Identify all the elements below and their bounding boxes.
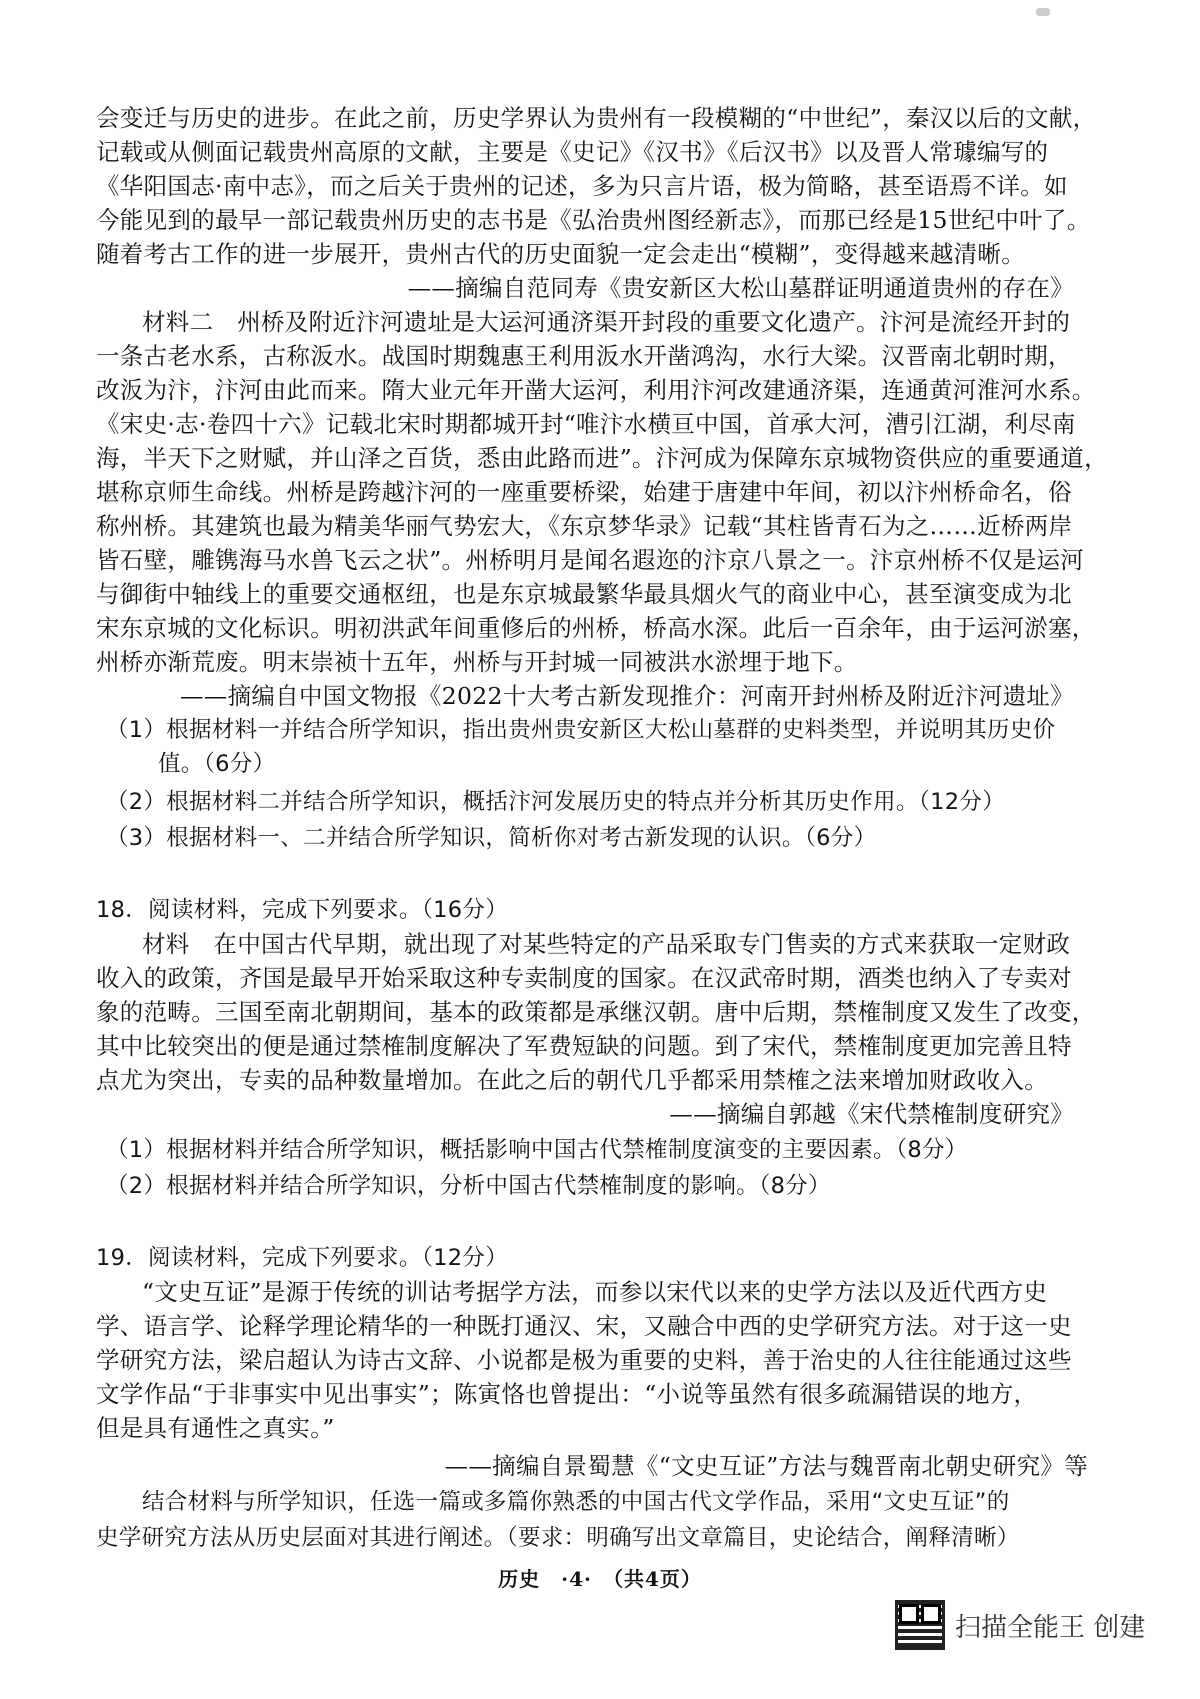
- material2-line: 一条古老水系，古称汳水。战国时期魏惠王利用汳水开凿鸿沟，水行大梁。汉晋南北朝时期，: [96, 342, 1072, 370]
- q18-sub2: （2）根据材料并结合所学知识，分析中国古代禁榷制度的影响。（8分）: [106, 1173, 831, 1199]
- q19-material-line: “文史互证”是源于传统的训诂考据学方法，而参以宋代以来的史学方法以及近代西方史: [142, 1278, 1048, 1306]
- material1-line: 随着考古工作的进一步展开，贵州古代的历史面貌一定会走出“模糊”，变得越来越清晰。: [96, 240, 1026, 268]
- q18-sub1: （1）根据材料并结合所学知识，概括影响中国古代禁榷制度演变的主要因素。（8分）: [106, 1137, 968, 1163]
- material2-line: 海，半天下之财赋，并山泽之百货，悉由此路而进”。汴河成为保障东京城物资供应的重要通道，: [96, 444, 1108, 472]
- scan-mark: [1036, 8, 1050, 16]
- q18-material-line: 材料 在中国古代早期，就出现了对某些特定的产品采取专门售卖的方式来获取一定财政: [142, 930, 1071, 958]
- q19-source: ——摘编自景蜀慧《“文史互证”方法与魏晋南北朝史研究》等: [444, 1452, 1088, 1480]
- material2-line: 《宋史·志·卷四十六》记载北宋时期都城开封“唯汴水横亘中国，首承大河，漕引江湖，利尽南: [96, 410, 1076, 438]
- q19-material-line: 但是具有通性之真实。”: [96, 1414, 335, 1442]
- q18-material-line: 点尤为突出，专卖的品种数量增加。在此之后的朝代几乎都采用禁榷之法来增加财政收入。: [96, 1066, 1048, 1094]
- watermark-text: 扫描全能王 创建: [955, 1612, 1146, 1643]
- q17-sub3: （3）根据材料一、二并结合所学知识，简析你对考古新发现的认识。（6分）: [106, 825, 877, 851]
- q19-heading: 19．阅读材料，完成下列要求。（12分）: [96, 1245, 509, 1271]
- q17-sub2: （2）根据材料二并结合所学知识，概括汴河发展历史的特点并分析其历史作用。（12分）: [106, 789, 1005, 815]
- q19-material-line: 学、语言学、论释学理论精华的一种既打通汉、宋，又融合中西的史学研究方法。对于这一史: [96, 1312, 1072, 1340]
- q19-task-cont: 史学研究方法从历史层面对其进行阐述。（要求：明确写出文章篇目，史论结合，阐释清晰）: [96, 1525, 1020, 1551]
- material2-line: 称州桥。其建筑也最为精美华丽气势宏大，《东京梦华录》记载“其柱皆青石为之……近桥两岸: [96, 512, 1073, 540]
- q18-material-line: 象的范畴。三国至南北朝期间，基本的政策都是承继汉朝。唐中后期，禁榷制度又发生了改变，: [96, 998, 1096, 1026]
- material1-line: 今能见到的最早一部记载贵州历史的志书是《弘治贵州图经新志》，而那已经是15世纪中叶了。: [96, 206, 1091, 234]
- q17-sub1: （1）根据材料一并结合所学知识，指出贵州贵安新区大松山墓群的史料类型，并说明其历史价: [106, 717, 1056, 743]
- material1-source: ——摘编自范同寿《贵安新区大松山墓群证明通道贵州的存在》: [407, 274, 1074, 302]
- material1-line: 《华阳国志·南中志》，而之后关于贵州的记述，多为只言片语，极为简略，甚至语焉不详。如: [96, 172, 1068, 200]
- qr-code-icon: [895, 1600, 945, 1650]
- q18-material-line: 收入的政策，齐国是最早开始采取这种专卖制度的国家。在汉武帝时期，酒类也纳入了专卖对: [96, 964, 1072, 992]
- scanner-watermark: [895, 1600, 1145, 1650]
- material2-line: 皆石壁，雕镌海马水兽飞云之状”。州桥明月是闻名遐迩的汴京八景之一。汴京州桥不仅是运河: [96, 546, 1085, 574]
- q19-task: 结合材料与所学知识，任选一篇或多篇你熟悉的中国古代文学作品，采用“文史互证”的: [142, 1489, 1010, 1515]
- material2-line: 宋东京城的文化标识。明初洪武年间重修后的州桥，桥高水深。此后一百余年，由于运河淤塞，: [96, 614, 1096, 642]
- material2-line: 材料二 州桥及附近汴河遗址是大运河通济渠开封段的重要文化遗产。汴河是流经开封的: [142, 308, 1071, 336]
- q18-heading: 18．阅读材料，完成下列要求。（16分）: [96, 897, 509, 923]
- material1-line: 会变迁与历史的进步。在此之前，历史学界认为贵州有一段模糊的“中世纪”，秦汉以后的文献，: [96, 104, 1097, 132]
- material2-line: 改汳为汴，汴河由此而来。隋大业元年开凿大运河，利用汴河改建通济渠，连通黄河淮河水系。: [96, 376, 1096, 404]
- page-footer: 历史 ·4· （共4页）: [498, 1567, 702, 1591]
- q18-material-line: 其中比较突出的便是通过禁榷制度解决了军费短缺的问题。到了宋代，禁榷制度更加完善且特: [96, 1032, 1072, 1060]
- q17-sub1-cont: 值。（6分）: [158, 751, 276, 777]
- material2-source: ——摘编自中国文物报《2022十大考古新发现推介：河南开封州桥及附近汴河遗址》: [179, 682, 1074, 710]
- q19-material-line: 学研究方法，梁启超认为诗古文辞、小说都是极为重要的史料，善于治史的人往往能通过这些: [96, 1346, 1072, 1374]
- material1-line: 记载或从侧面记载贵州高原的文献，主要是《史记》《汉书》《后汉书》以及晋人常璩编写的: [96, 138, 1049, 166]
- material2-line: 堪称京师生命线。州桥是跨越汴河的一座重要桥梁，始建于唐建中年间，初以汴州桥命名，俗: [96, 478, 1072, 506]
- material2-line: 州桥亦渐荒废。明末崇祯十五年，州桥与开封城一同被洪水淤埋于地下。: [96, 648, 858, 676]
- material2-line: 与御街中轴线上的重要交通枢纽，也是东京城最繁华最具烟火气的商业中心，甚至演变成为北: [96, 580, 1072, 608]
- q18-source: ——摘编自郭越《宋代禁榷制度研究》: [669, 1100, 1074, 1128]
- q19-material-line: 文学作品“于非事实中见出事实”；陈寅恪也曾提出：“小说等虽然有很多疏漏错误的地方，: [96, 1380, 1038, 1408]
